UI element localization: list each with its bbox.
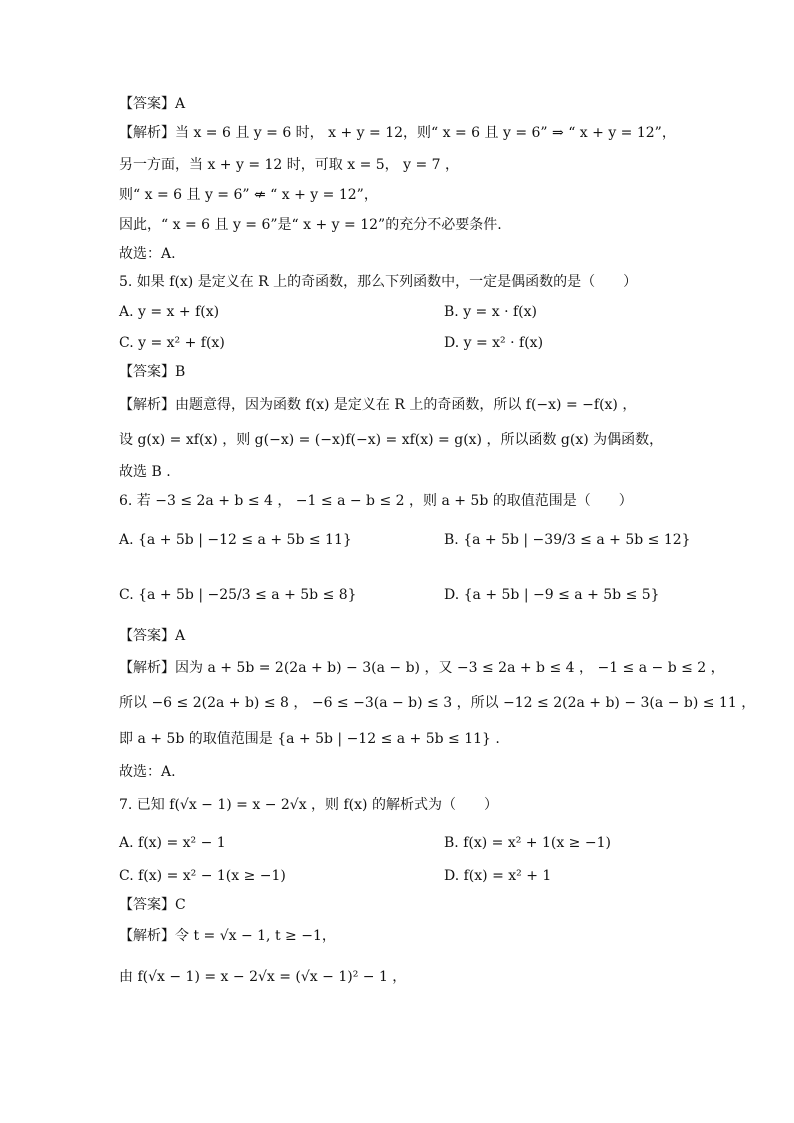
q4-answer: 【答案】A [119,96,186,112]
q7-analysis-line-2: 由 f(√x − 1) = x − 2√x = (√x − 1)² − 1 ， [119,969,407,985]
q6-answer: 【答案】A [119,628,186,644]
q4-analysis-line-3: 则“ x = 6 且 y = 6” ⇍ “ x + y = 12”， [119,187,378,203]
q7-analysis-line-1: 【解析】令 t = √x − 1, t ≥ −1， [119,928,336,944]
q5-stem: 5. 如果 f(x) 是定义在 R 上的奇函数，那么下列函数中，一定是偶函数的是（ ） [119,274,638,290]
q7-option-b: B. f(x) = x² + 1(x ≥ −1) [444,835,611,851]
q5-answer: 【答案】B [119,364,186,380]
q4-analysis-line-4: 因此，“ x = 6 且 y = 6”是“ x + y = 12”的充分不必要条件. [119,217,502,233]
q6-analysis-line-2: 所以 −6 ≤ 2(2a + b) ≤ 8 ， −6 ≤ −3(a − b) ≤ 3 ，所以 −12 ≤ 2(2a + b) − 3(a − b) ≤ 11 ， [119,695,756,711]
q6-analysis-line-4: 故选：A. [119,764,176,780]
q4-analysis-line-1: 【解析】当 x = 6 且 y = 6 时， x + y = 12，则“ x = 6 且 y = 6” ⇒ “ x + y = 12”， [119,125,676,141]
q6-option-c: C. {a + 5b | −25/3 ≤ a + 5b ≤ 8} [119,587,357,603]
q5-option-d: D. y = x² · f(x) [444,335,544,351]
q5-analysis-line-3: 故选 B . [119,464,171,480]
q6-analysis-line-1: 【解析】因为 a + 5b = 2(2a + b) − 3(a − b) ，又 −3 ≤ 2a + b ≤ 4 ， −1 ≤ a − b ≤ 2 ， [119,660,725,676]
q6-option-d: D. {a + 5b | −9 ≤ a + 5b ≤ 5} [444,587,660,603]
q7-option-a: A. f(x) = x² − 1 [119,835,226,851]
q7-stem: 7. 已知 f(√x − 1) = x − 2√x ，则 f(x) 的解析式为（ ） [119,797,498,813]
q6-stem: 6. 若 −3 ≤ 2a + b ≤ 4 ， −1 ≤ a − b ≤ 2 ，则 a + 5b 的取值范围是（ ） [119,493,633,509]
q5-option-a: A. y = x + f(x) [119,304,220,320]
q5-analysis-line-1: 【解析】由题意得，因为函数 f(x) 是定义在 R 上的奇函数，所以 f(−x) = −f(x) ， [119,397,637,413]
q7-option-c: C. f(x) = x² − 1(x ≥ −1) [119,868,286,884]
q6-option-b: B. {a + 5b | −39/3 ≤ a + 5b ≤ 12} [444,532,691,548]
q4-analysis-line-2: 另一方面，当 x + y = 12 时，可取 x = 5， y = 7 ， [119,157,460,173]
q7-answer: 【答案】C [119,897,186,913]
q7-option-d: D. f(x) = x² + 1 [444,868,552,884]
q6-analysis-line-3: 即 a + 5b 的取值范围是 {a + 5b | −12 ≤ a + 5b ≤ 11} . [119,731,500,747]
q5-analysis-line-2: 设 g(x) = xf(x) ，则 g(−x) = (−x)f(−x) = xf(x) = g(x) ，所以函数 g(x) 为偶函数， [119,432,664,448]
q4-analysis-line-5: 故选：A. [119,246,176,262]
q6-option-a: A. {a + 5b | −12 ≤ a + 5b ≤ 11} [119,532,352,548]
q5-option-c: C. y = x² + f(x) [119,335,225,351]
q5-option-b: B. y = x · f(x) [444,304,537,320]
